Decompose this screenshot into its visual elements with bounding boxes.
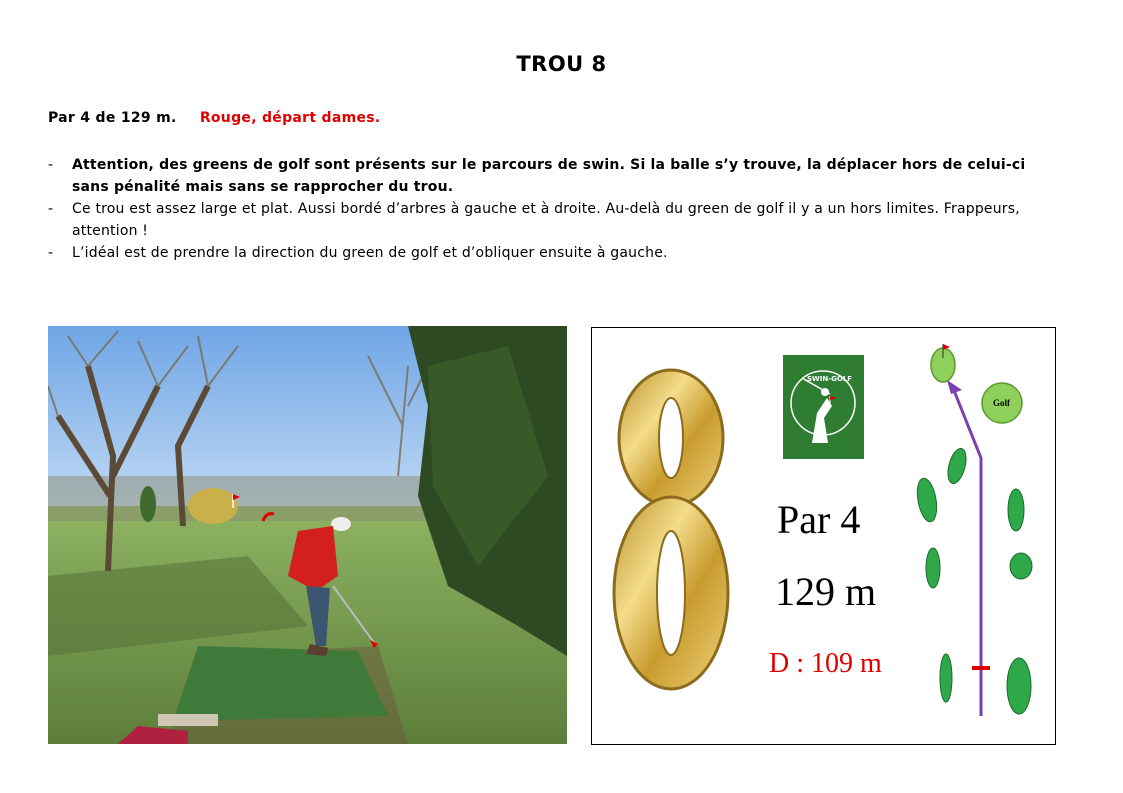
bullet-text: L’idéal est de prendre la direction du green de golf et d’obliquer ensuite à gauche. — [72, 245, 668, 261]
map-ladies-distance: D : 109 m — [769, 648, 882, 679]
bullet-dash: - — [48, 157, 54, 173]
hole-map — [591, 327, 1056, 745]
hole-number-graphic — [614, 370, 728, 689]
logo-label: SWIN-GOLF — [807, 375, 853, 383]
hole-photo — [48, 326, 567, 744]
bullet-text: Ce trou est assez large et plat. Aussi bordé d’arbres à gauche et à droite. Au-delà du green de golf il y a un hors limites. Frappeurs, attention ! — [72, 201, 1020, 239]
list-item — [48, 198, 1058, 242]
bullet-text: Attention, des greens de golf sont présents sur le parcours de swin. Si la balle s’y trouve, la déplacer hors de celui-ci sans pénalité mais sans se rapprocher du trou. — [72, 157, 1026, 195]
bullet-dash: - — [48, 245, 54, 261]
page-title: TROU 8 — [516, 52, 607, 76]
par-text: Par 4 de 129 m. — [48, 110, 177, 126]
map-distance: 129 m — [775, 569, 877, 614]
map-par: Par 4 — [777, 497, 861, 542]
par-line — [48, 110, 381, 126]
bullet-dash: - — [48, 201, 54, 217]
golf-green-label: Golf — [993, 398, 1010, 408]
list-item — [48, 242, 1058, 264]
tee-text: Rouge, départ dames. — [199, 110, 381, 126]
list-item — [48, 154, 1058, 198]
swin-golf-logo — [783, 355, 864, 459]
notes-list — [48, 154, 1058, 264]
